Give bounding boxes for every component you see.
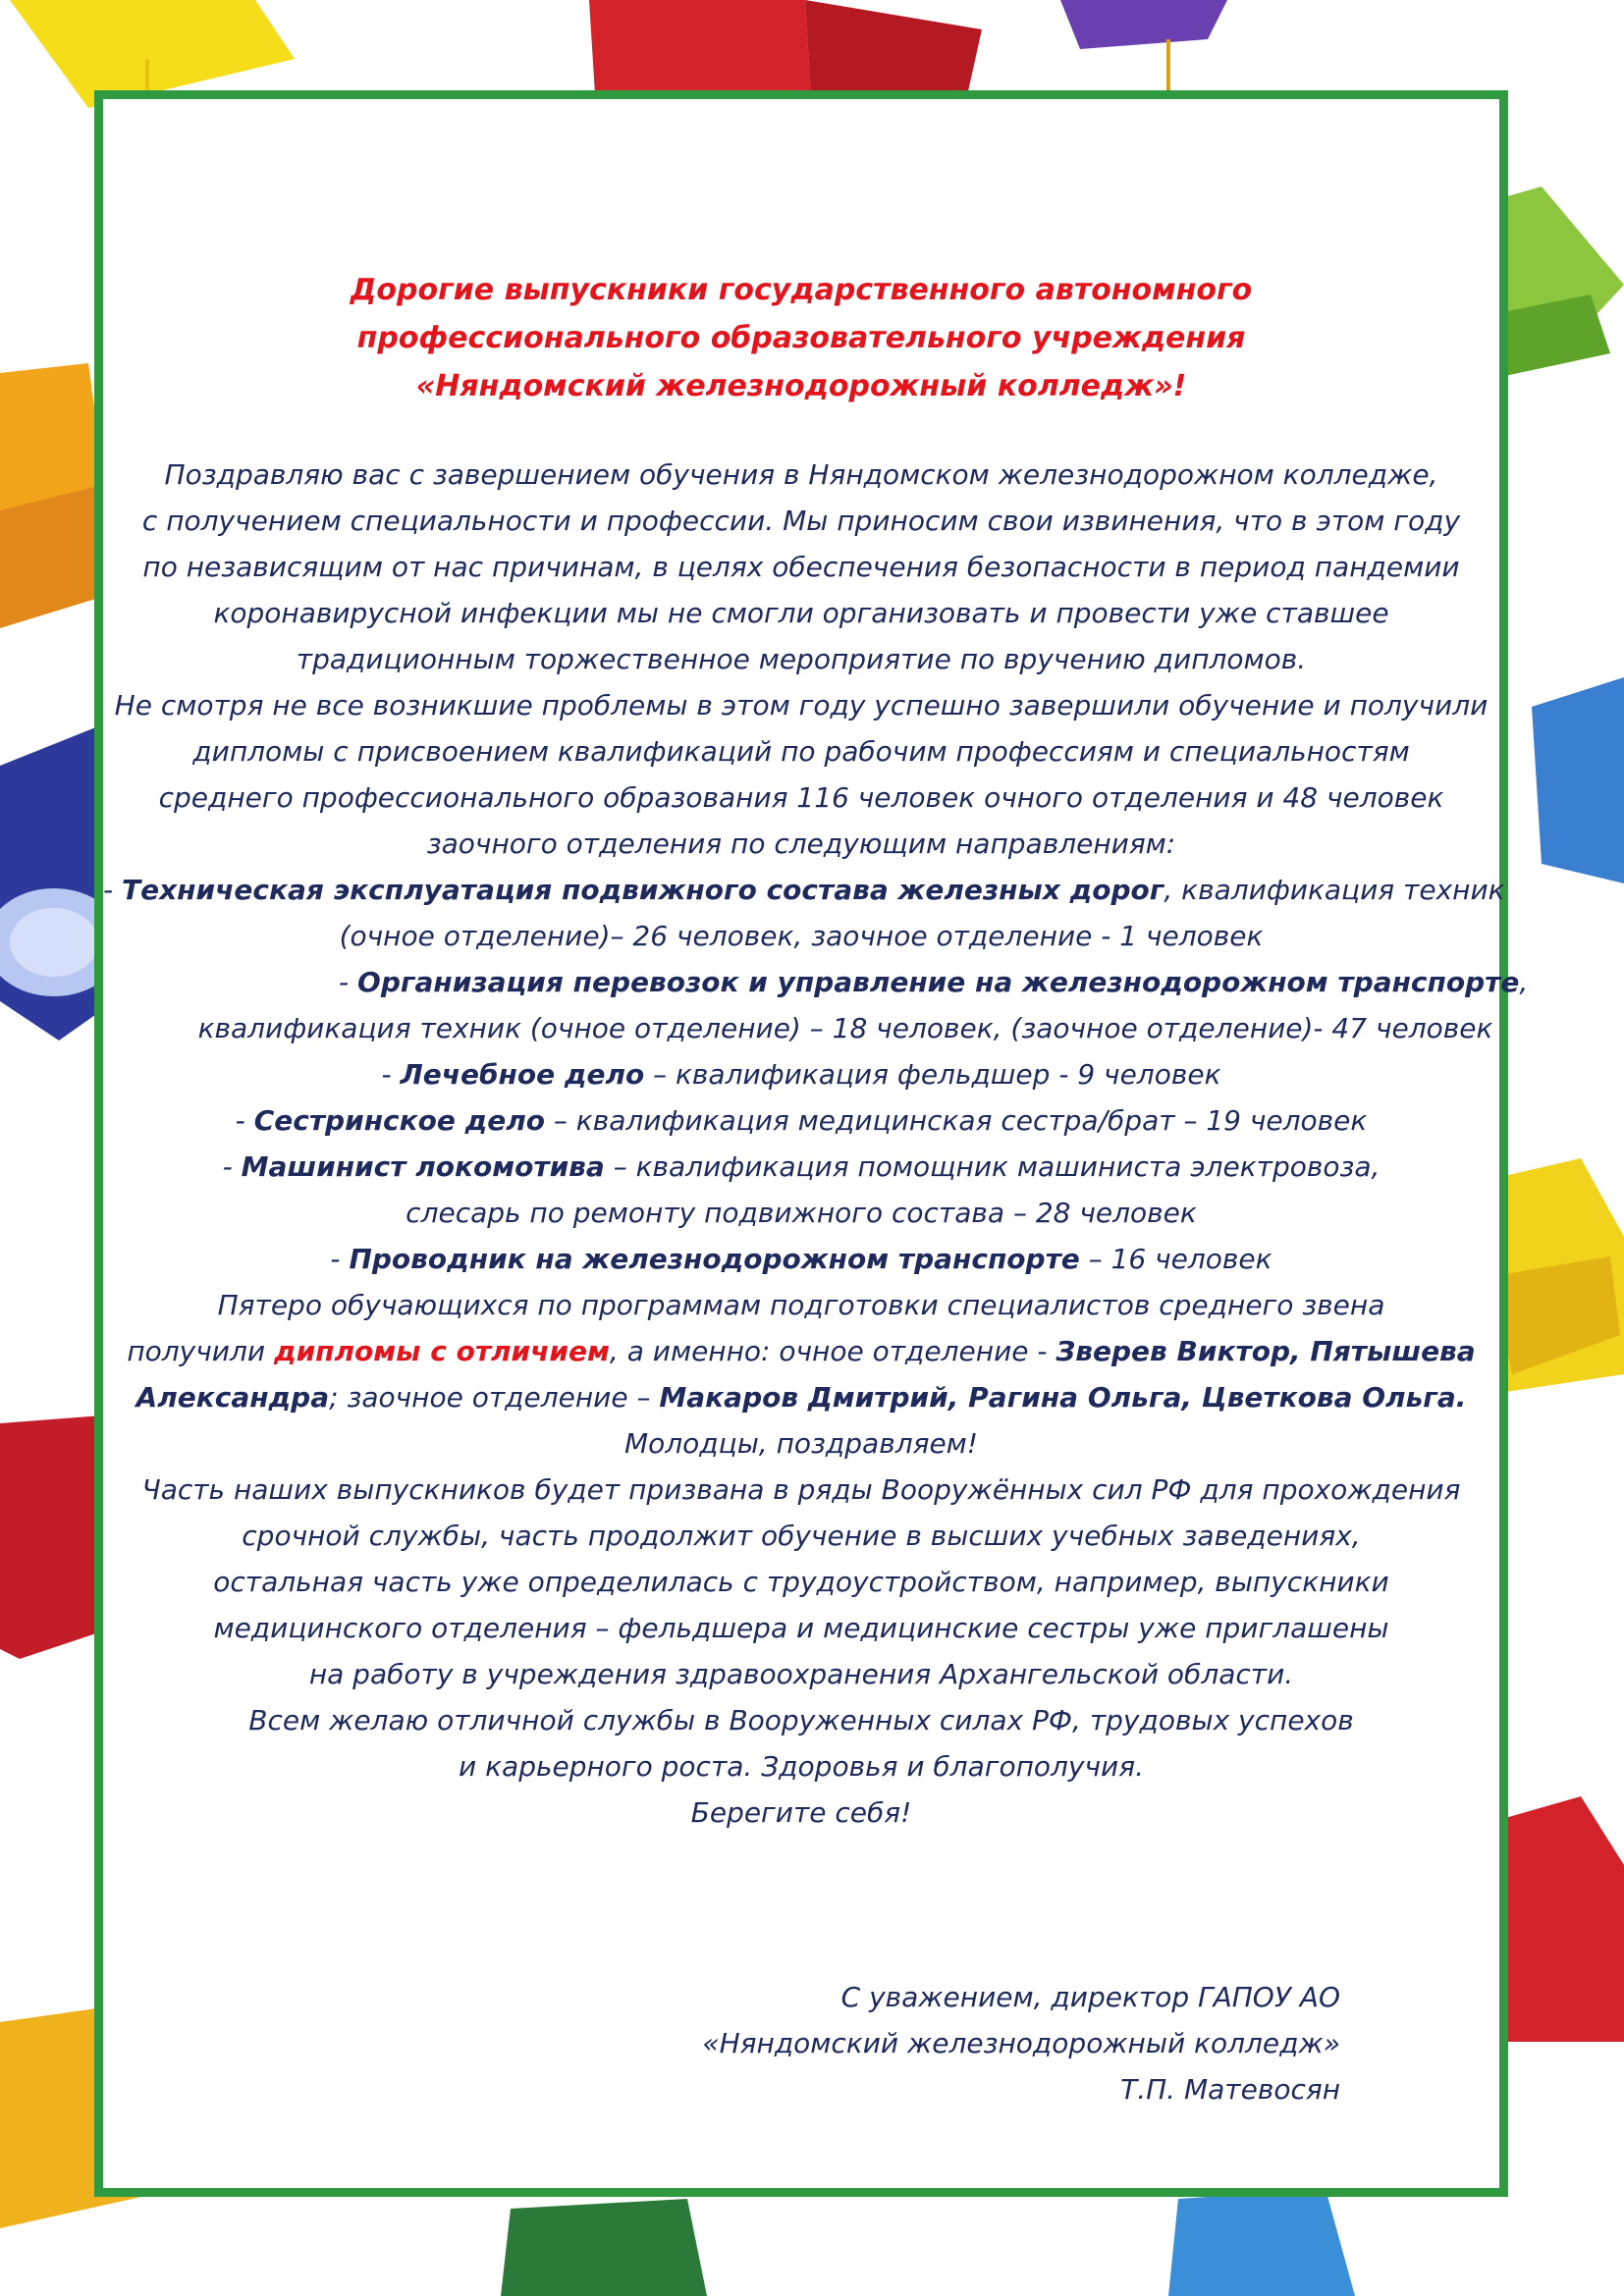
program-name: Техническая эксплуатация подвижного состава железных дорог <box>122 874 1164 906</box>
honors-names: Макаров Дмитрий, Рагина Ольга, Цветкова Ольга. <box>659 1381 1467 1414</box>
program-item: - Проводник на железнодорожном транспорте – 16 человек <box>330 1243 1272 1275</box>
title-line: Дорогие выпускники государственного автономного <box>350 273 1253 307</box>
text-line: Часть наших выпускников будет призвана в ряды Вооружённых сил РФ для прохождения <box>141 1473 1461 1506</box>
program-continuation: квалификация техник (очное отделение) – 18 человек, (заочное отделение)- 47 человек <box>197 1012 1493 1044</box>
signature-line: С уважением, директор ГАПОУ АО <box>840 1981 1340 2013</box>
text-line: остальная часть уже определилась с трудоустройством, например, выпускники <box>213 1566 1389 1598</box>
closing-paragraph <box>103 1467 1499 1836</box>
text-line: традиционным торжественное мероприятие по вручению дипломов. <box>296 643 1307 675</box>
text-line: с получением специальности и профессии. Мы приносим свои извинения, что в этом году <box>141 505 1461 537</box>
cap-icon <box>1532 677 1624 883</box>
cap-icon <box>501 2199 707 2296</box>
signature-line: Т.П. Матевосян <box>1120 2073 1340 2106</box>
letter-content <box>103 99 1529 2188</box>
program-item: - Сестринское дело – квалификация медицинская сестра/брат – 19 человек <box>235 1104 1368 1137</box>
text-line: коронавирусной инфекции мы не смогли организовать и провести уже ставшее <box>213 597 1389 629</box>
program-name: Организация перевозок и управление на железнодорожном транспорте <box>357 966 1520 998</box>
program-item: - Машинист локомотива – квалификация помощник машиниста электровоза, <box>222 1150 1380 1183</box>
text-line: среднего профессионального образования 116 человек очного отделения и 48 человек <box>158 781 1444 814</box>
program-item: - Организация перевозок и управление на железнодорожном транспорте, <box>339 966 1529 998</box>
text-line: заочного отделения по следующим направлениям: <box>426 828 1176 860</box>
text-line: Александра; заочное отделение – Макаров Дмитрий, Рагина Ольга, Цветкова Ольга. <box>135 1381 1467 1414</box>
program-continuation: слесарь по ремонту подвижного состава – 28 человек <box>406 1197 1197 1229</box>
program-name: Машинист локомотива <box>241 1150 605 1183</box>
honors-highlight: дипломы с отличием <box>273 1335 610 1367</box>
title-line: профессионального образовательного учреждения <box>356 321 1246 355</box>
text-line: дипломы с присвоением квалификаций по рабочим профессиям и специальностям <box>192 735 1410 768</box>
text-line: срочной службы, часть продолжит обучение в высших учебных заведениях, <box>242 1520 1361 1552</box>
honors-paragraph <box>103 1282 1499 1467</box>
program-name: Проводник на железнодорожном транспорте <box>349 1243 1080 1275</box>
cap-icon <box>1168 2189 1355 2296</box>
program-name: Лечебное дело <box>400 1058 645 1091</box>
title-line: «Няндомский железнодорожный колледж»! <box>415 369 1187 403</box>
text-line: Пятеро обучающихся по программам подготовки специалистов среднего звена <box>217 1289 1385 1321</box>
programs-list <box>103 867 1529 1282</box>
program-continuation: (очное отделение)– 26 человек, заочное отделение - 1 человек <box>339 920 1264 952</box>
text-line: Поздравляю вас с завершением обучения в Няндомском железнодорожном колледже, <box>164 458 1438 491</box>
text-line: Молодцы, поздравляем! <box>623 1427 979 1460</box>
program-item: - Лечебное дело – квалификация фельдшер - 9 человек <box>381 1058 1221 1091</box>
letter-body <box>103 266 1529 1836</box>
letter-title <box>103 266 1499 410</box>
text-line: Всем желаю отличной службы в Вооруженных силах РФ, трудовых успехов <box>248 1704 1354 1736</box>
text-line: на работу в учреждения здравоохранения Архангельской области. <box>308 1658 1294 1690</box>
signature-line: «Няндомский железнодорожный колледж» <box>702 2027 1340 2059</box>
signature-block <box>702 1974 1340 2112</box>
text-line: медицинского отделения – фельдшера и медицинские сестры уже приглашены <box>213 1612 1389 1644</box>
text-line: Не смотря не все возникшие проблемы в этом году успешно завершили обучение и получили <box>114 689 1489 721</box>
text-line: по независящим от нас причинам, в целях обеспечения безопасности в период пандемии <box>142 551 1460 583</box>
text-line: получили дипломы с отличием, а именно: очное отделение - Зверев Виктор, Пятышева <box>127 1335 1476 1367</box>
text-line: и карьерного роста. Здоровья и благополучия. <box>459 1750 1144 1783</box>
honors-names: Александра <box>135 1381 330 1414</box>
program-name: Сестринское дело <box>253 1104 545 1137</box>
honors-names: Зверев Виктор, Пятышева <box>1056 1335 1476 1367</box>
text-line: Берегите себя! <box>690 1796 912 1829</box>
program-item: - Техническая эксплуатация подвижного состава железных дорог, квалификация техник <box>103 874 1505 906</box>
intro-paragraph <box>103 452 1499 867</box>
